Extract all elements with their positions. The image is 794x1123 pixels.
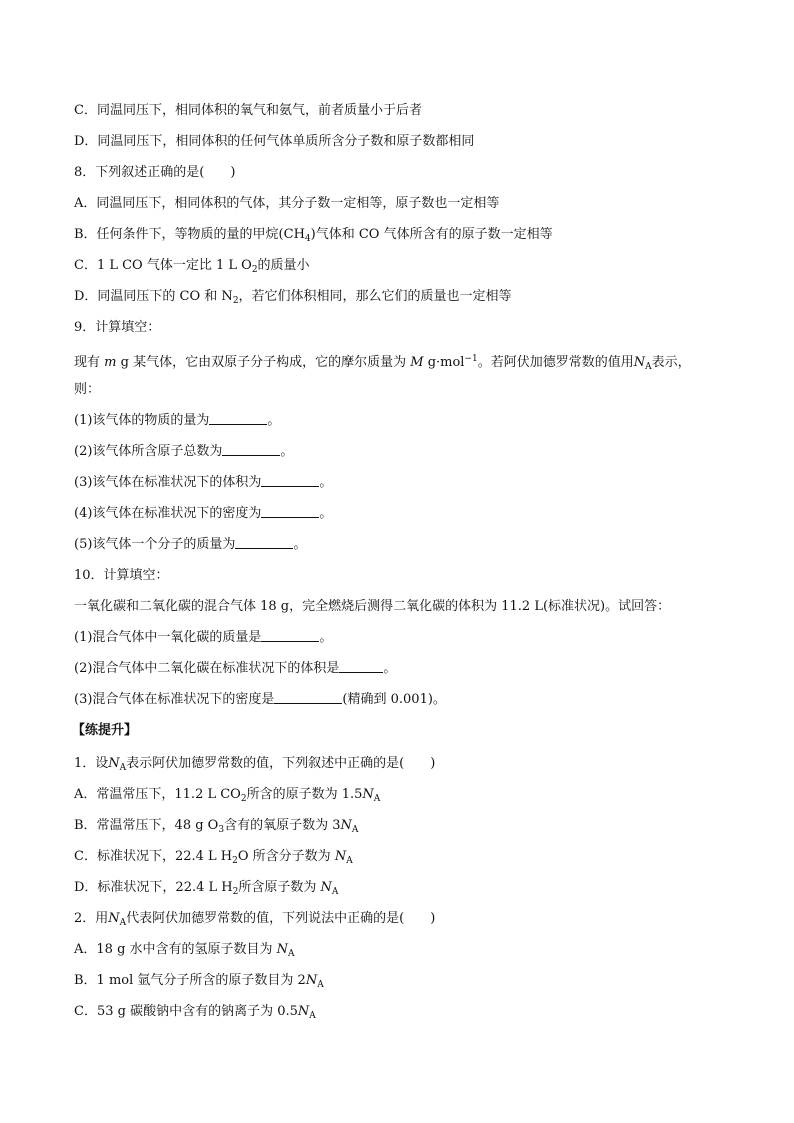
q7-option-c: C．同温同压下，相同体积的氧气和氨气，前者质量小于后者: [74, 103, 422, 118]
q8-option-d: D．同温同压下的 CO 和 $N_2$，若它们体积相同，那么它们的质量也一定相等: [74, 289, 512, 306]
answer-blank[interactable]: [209, 411, 267, 425]
q9-sub-5: (5)该气体一个分子的质量为 。: [74, 537, 307, 552]
q9-intro: 现有 m g 某气体，它由双原子分子构成，它的摩尔质量为 M g·mol$^{-1}$。若阿伏加德罗常数的值用$N_A$表示，: [74, 354, 691, 372]
p2-option-b: B．1 mol 氩气分子所含的原子数目为 $2N_A$: [74, 973, 324, 990]
section-heading: 【练提升】: [72, 723, 138, 738]
answer-blank[interactable]: [261, 504, 319, 518]
answer-blank[interactable]: [261, 628, 319, 642]
p2-stem: 2．用$N_A$代表阿伏加德罗常数的值，下列说法中正确的是( ): [74, 911, 436, 928]
answer-blank[interactable]: [222, 442, 280, 456]
answer-blank[interactable]: [261, 473, 319, 487]
p1-option-c: C．标准状况下，22.4 L $H_2O$ 所含分子数为 $N_A$: [74, 849, 353, 866]
answer-blank[interactable]: [339, 659, 383, 673]
q8-option-a: A．同温同压下，相同体积的气体，其分子数一定相等，原子数也一定相等: [74, 196, 500, 211]
p1-option-a: A．常温常压下，11.2 L $CO_2$所含的原子数为 $1.5N_A$: [74, 787, 381, 804]
p1-option-d: D．标准状况下，22.4 L $H_2$所含原子数为 $N_A$: [74, 880, 339, 897]
q9-stem: 9．计算填空：: [74, 320, 161, 335]
answer-blank[interactable]: [235, 535, 293, 549]
q8-option-c: C．1 L CO 气体一定比 1 L $O_2$的质量小: [74, 258, 310, 275]
p1-stem: 1．设$N_A$表示阿伏加德罗常数的值，下列叙述中正确的是( ): [74, 756, 436, 773]
q8-stem: 8．下列叙述正确的是( ): [74, 165, 236, 180]
q9-sub-1: (1)该气体的物质的量为 。: [74, 413, 281, 428]
q10-intro: 一氧化碳和二氧化碳的混合气体 18 g，完全燃烧后测得二氧化碳的体积为 11.2 L(标准状况)。试回答：: [74, 599, 671, 614]
q9-sub-3: (3)该气体在标准状况下的体积为 。: [74, 475, 333, 490]
q9-sub-4: (4)该气体在标准状况下的密度为 。: [74, 506, 333, 521]
p2-option-a: A．18 g 水中含有的氢原子数目为 $N_A$: [74, 942, 295, 959]
q9-intro-cont: 则：: [74, 382, 101, 397]
q10-sub-2: (2)混合气体中二氧化碳在标准状况下的体积是 。: [74, 661, 397, 676]
q9-sub-2: (2)该气体所含原子总数为 。: [74, 444, 294, 459]
p2-option-c: C．53 g 碳酸钠中含有的钠离子为 $0.5N_A$: [74, 1004, 316, 1021]
q8-option-b: B．任何条件下，等物质的量的甲烷$(CH_4)$气体和 CO 气体所含有的原子数一定相等: [74, 227, 553, 244]
q10-stem: 10．计算填空：: [74, 568, 169, 583]
q10-sub-1: (1)混合气体中一氧化碳的质量是 。: [74, 630, 333, 645]
answer-blank[interactable]: [274, 690, 342, 704]
q10-sub-3: (3)混合气体在标准状况下的密度是 (精确到 0.001)。: [74, 692, 446, 707]
q7-option-d: D．同温同压下，相同体积的任何气体单质所含分子数和原子数都相同: [74, 134, 475, 149]
p1-option-b: B．常温常压下，48 g $O_3$含有的氧原子数为 $3N_A$: [74, 818, 359, 835]
